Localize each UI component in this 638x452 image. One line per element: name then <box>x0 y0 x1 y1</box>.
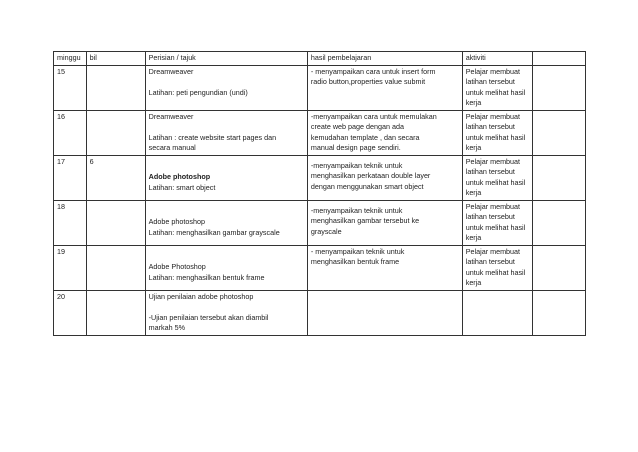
cell-perisian <box>145 110 307 155</box>
perisian-line: Adobe photoshop <box>148 172 211 181</box>
aktiviti-line: Pelajar membuat <box>465 201 521 211</box>
aktiviti-line: kerja <box>465 278 482 287</box>
perisian-line: Latihan: menghasilkan gambar grayscale <box>148 227 280 237</box>
cell-bil <box>86 110 145 155</box>
aktiviti-line: untuk melihat hasil <box>465 132 526 142</box>
header-perisian: Perisian / tajuk <box>145 52 307 66</box>
cell-bil <box>86 200 145 245</box>
cell-extra <box>533 155 586 200</box>
cell-hasil <box>307 110 462 155</box>
hasil-line: menghasilkan gambar tersebut ke <box>310 216 420 225</box>
cell-perisian <box>145 290 307 335</box>
aktiviti-line: untuk melihat hasil <box>465 87 526 97</box>
header-bil: bil <box>86 52 145 66</box>
hasil-line: radio button,properties value submit <box>310 77 426 86</box>
cell-minggu: 18 <box>54 200 87 245</box>
hasil-line: - menyampaikan cara untuk insert form <box>310 66 436 76</box>
perisian-line: Ujian penilaian adobe photoshop <box>148 291 254 301</box>
cell-extra <box>533 110 586 155</box>
hasil-line: create web page dengan ada <box>310 122 404 131</box>
cell-hasil <box>307 65 462 110</box>
cell-extra <box>533 200 586 245</box>
header-minggu: minggu <box>54 52 87 66</box>
perisian-line: markah 5% <box>148 323 185 332</box>
cell-bil: 6 <box>86 155 145 200</box>
cell-aktiviti <box>462 200 533 245</box>
aktiviti-line: untuk melihat hasil <box>465 177 526 187</box>
header-extra <box>533 52 586 66</box>
table-row <box>54 65 586 110</box>
aktiviti-line: kerja <box>465 98 482 107</box>
perisian-line: Latihan: smart object <box>148 182 216 192</box>
table-row <box>54 245 586 290</box>
cell-extra <box>533 245 586 290</box>
cell-minggu: 17 <box>54 155 87 200</box>
cell-perisian <box>145 65 307 110</box>
aktiviti-line: Pelajar membuat <box>465 246 521 256</box>
cell-perisian <box>145 155 307 200</box>
hasil-line: -menyampaikan cara untuk memulakan <box>310 111 437 121</box>
cell-hasil <box>307 290 462 335</box>
cell-minggu: 16 <box>54 110 87 155</box>
aktiviti-line: Pelajar membuat <box>465 111 521 121</box>
cell-aktiviti <box>462 155 533 200</box>
aktiviti-line: untuk melihat hasil <box>465 267 526 277</box>
cell-aktiviti <box>462 245 533 290</box>
table-row <box>54 110 586 155</box>
cell-hasil <box>307 155 462 200</box>
aktiviti-line: kerja <box>465 143 482 152</box>
hasil-line: dengan menggunakan smart object <box>310 181 424 191</box>
cell-minggu: 20 <box>54 290 87 335</box>
cell-perisian <box>145 200 307 245</box>
aktiviti-line: latihan tersebut <box>465 122 515 131</box>
aktiviti-line: Pelajar membuat <box>465 66 521 76</box>
hasil-line: -menyampaikan teknik untuk <box>310 205 403 215</box>
cell-perisian <box>145 245 307 290</box>
cell-minggu: 19 <box>54 245 87 290</box>
cell-hasil <box>307 200 462 245</box>
cell-extra <box>533 65 586 110</box>
lesson-plan-table <box>53 51 586 336</box>
hasil-line: - menyampaikan teknik untuk <box>310 246 405 256</box>
cell-bil <box>86 245 145 290</box>
cell-aktiviti <box>462 110 533 155</box>
perisian-line: -Ujian penilaian tersebut akan diambil <box>148 312 269 322</box>
cell-extra <box>533 290 586 335</box>
aktiviti-line: latihan tersebut <box>465 77 515 86</box>
aktiviti-line: untuk melihat hasil <box>465 222 526 232</box>
cell-aktiviti <box>462 290 533 335</box>
perisian-line: Adobe Photoshop <box>148 262 206 271</box>
table-header-row <box>54 52 586 66</box>
aktiviti-line: kerja <box>465 233 482 242</box>
perisian-line: Dreamweaver <box>148 66 194 76</box>
perisian-line: Dreamweaver <box>148 111 194 121</box>
hasil-line: menghasilkan perkataan double layer <box>310 171 431 180</box>
table-row <box>54 290 586 335</box>
perisian-line: secara manual <box>148 143 196 152</box>
perisian-line: Adobe photoshop <box>148 217 205 226</box>
perisian-line: Latihan: menghasilkan bentuk frame <box>148 272 265 282</box>
aktiviti-line: latihan tersebut <box>465 257 515 266</box>
aktiviti-line: Pelajar membuat <box>465 156 521 166</box>
header-hasil: hasil pembelajaran <box>307 52 462 66</box>
table-row <box>54 200 586 245</box>
cell-bil <box>86 290 145 335</box>
hasil-line: kemudahan template , dan secara <box>310 132 420 142</box>
table-row <box>54 155 586 200</box>
hasil-line: menghasilkan bentuk frame <box>310 257 400 266</box>
aktiviti-line: latihan tersebut <box>465 167 515 176</box>
hasil-line: grayscale <box>310 226 342 236</box>
header-aktiviti: aktiviti <box>462 52 533 66</box>
aktiviti-line: kerja <box>465 188 482 197</box>
hasil-line: manual design page sendiri. <box>310 143 401 152</box>
cell-bil <box>86 65 145 110</box>
perisian-line: Latihan : create website start pages dan <box>148 132 277 142</box>
aktiviti-line: latihan tersebut <box>465 212 515 221</box>
cell-minggu: 15 <box>54 65 87 110</box>
perisian-line: Latihan: peti pengundian (undi) <box>148 87 248 97</box>
cell-hasil <box>307 245 462 290</box>
hasil-line: -menyampaikan teknik untuk <box>310 160 403 170</box>
cell-aktiviti <box>462 65 533 110</box>
